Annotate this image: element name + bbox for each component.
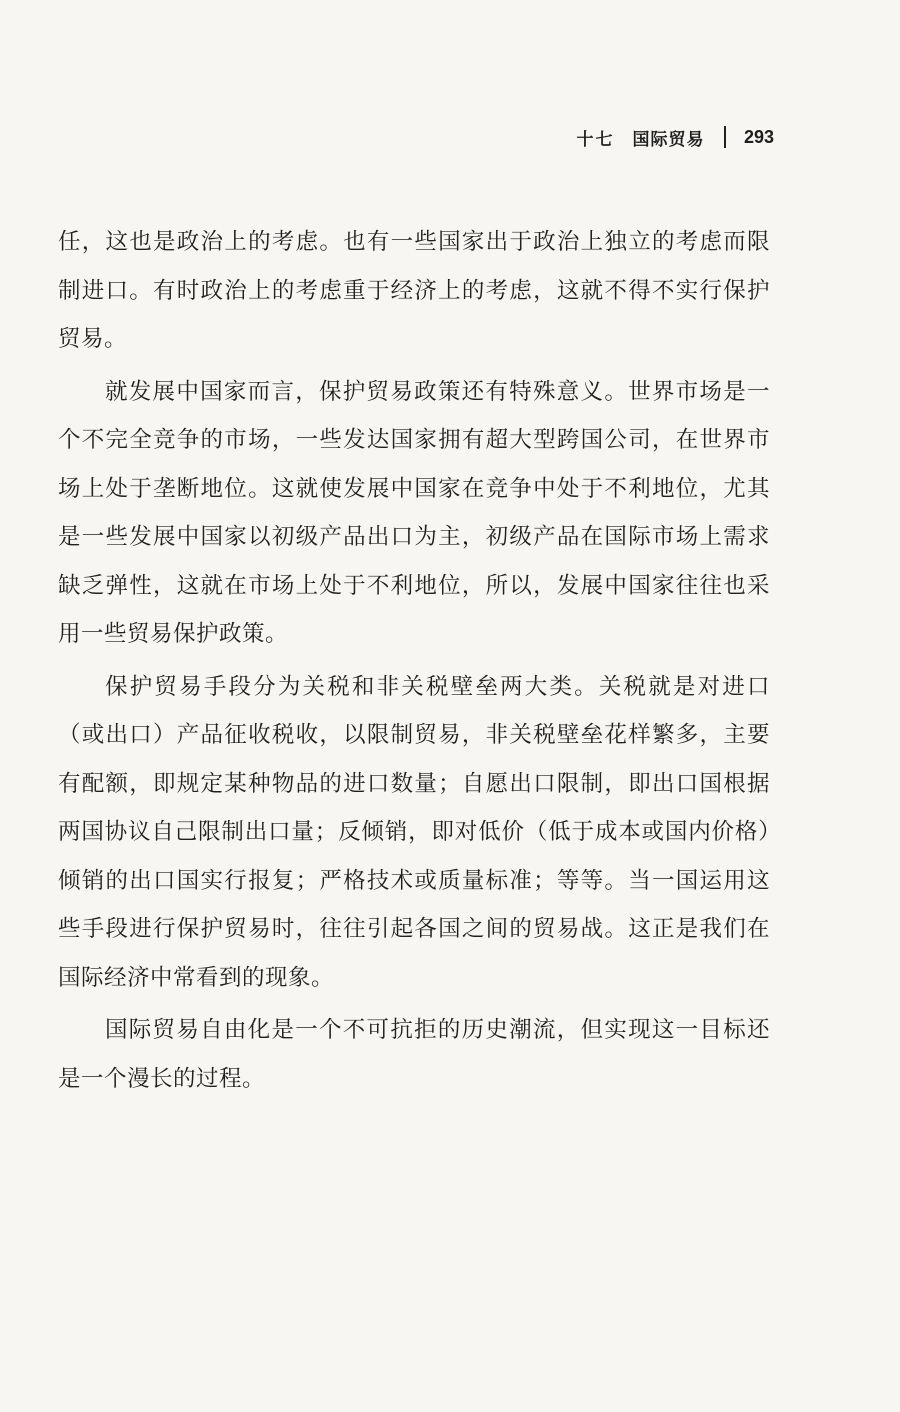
- running-header: [576, 122, 774, 152]
- chapter-number: 十七: [576, 129, 615, 150]
- chapter-title: 国际贸易: [632, 129, 705, 150]
- paragraph-protection-measures: 保护贸易手段分为关税和非关税壁垒两大类。关税就是对进口（或出口）产品征收税收，以限制贸易，非关税壁垒花样繁多，主要有配额，即规定某种物品的进口数量；自愿出口限制，即出口国根据两国协议自己限制出口量；反倾销，即对低价（低于成本或国内价格）倾销的出口国实行报复；严格技术或质量标准；等等。当一国运用这些手段进行保护贸易时，往往引起各国之间的贸易战。这正是我们在国际经济中常看到的现象。: [58, 673, 770, 991]
- body-text: [58, 218, 770, 1103]
- header-separator: [724, 126, 726, 148]
- page-number: 293: [743, 126, 774, 147]
- paragraph-trade-liberalization: 国际贸易自由化是一个不可抗拒的历史潮流，但实现这一目标还是一个漫长的过程。: [58, 1017, 770, 1092]
- paragraph-continuation: 任，这也是政治上的考虑。也有一些国家出于政治上独立的考虑而限制进口。有时政治上的考虑重于经济上的考虑，这就不得不实行保护贸易。: [58, 229, 770, 352]
- paragraph-developing-countries: 就发展中国家而言，保护贸易政策还有特殊意义。世界市场是一个不完全竞争的市场，一些发达国家拥有超大型跨国公司，在世界市场上处于垄断地位。这就使发展中国家在竞争中处于不利地位，尤其是一些发展中国家以初级产品出口为主，初级产品在国际市场上需求缺乏弹性，这就在市场上处于不利地位，所以，发展中国家往往也采用一些贸易保护政策。: [58, 378, 770, 647]
